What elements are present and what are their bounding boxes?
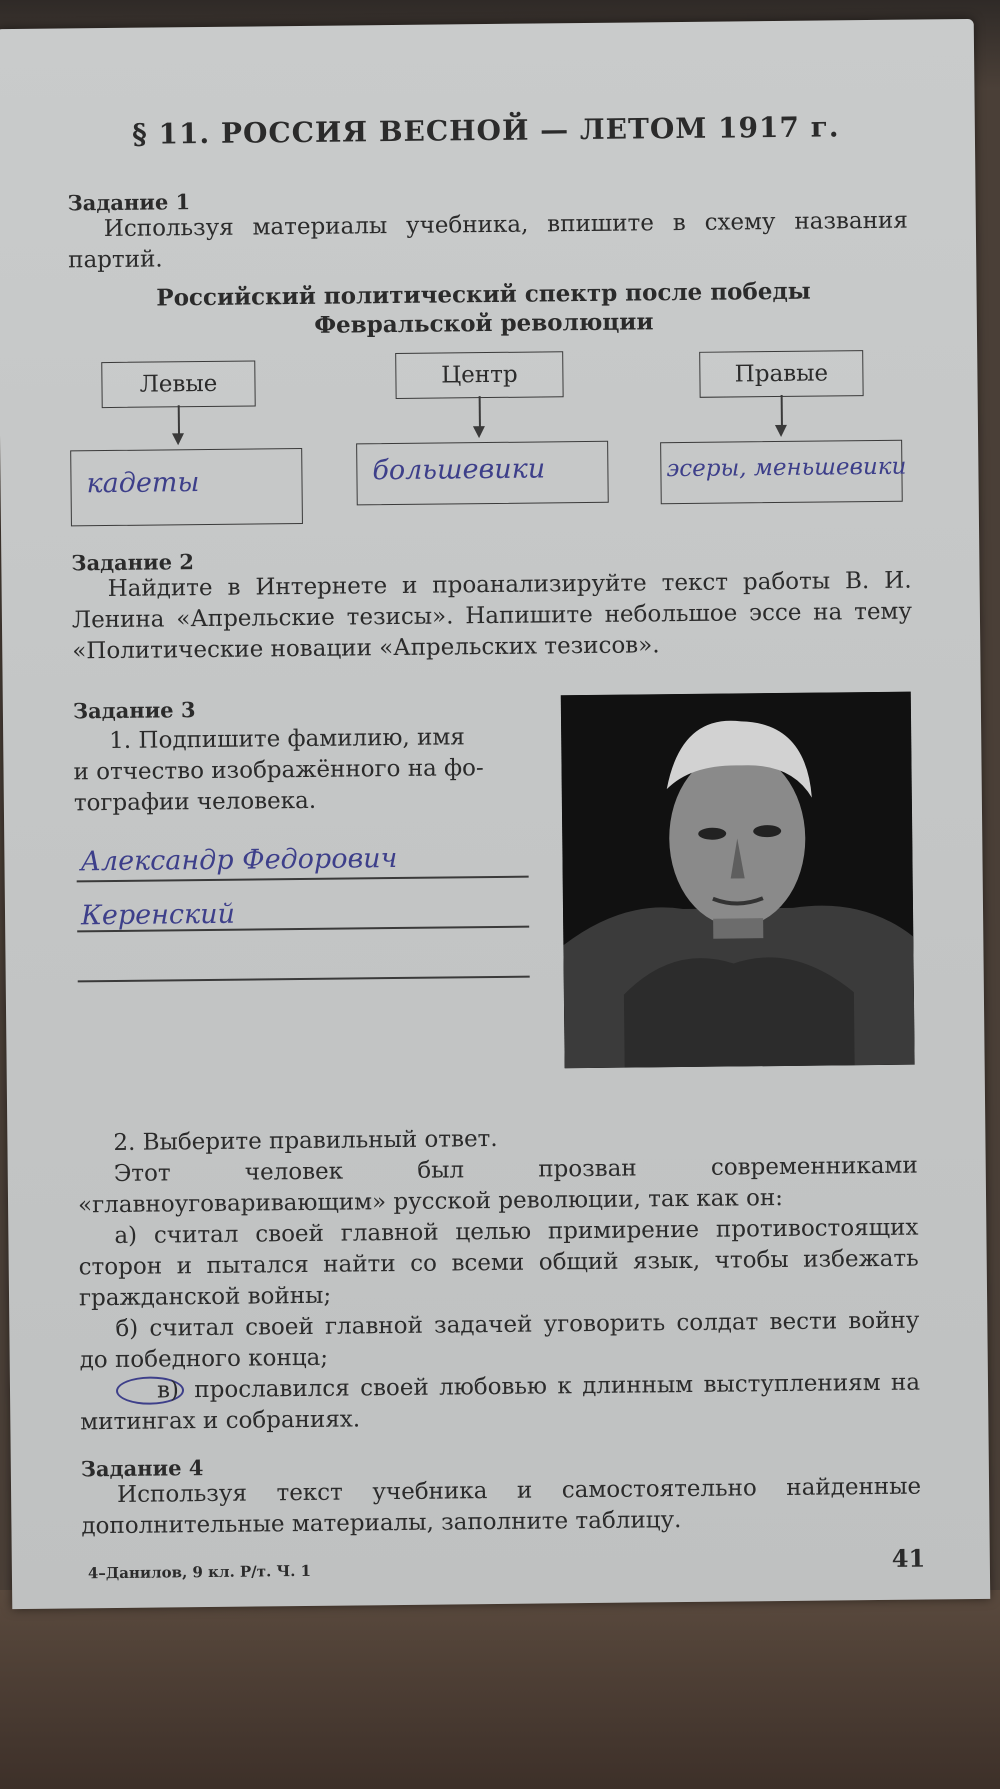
handwritten-right-answer: эсеры, меньшевики [666, 453, 907, 483]
task2-heading: Задание 2 [71, 549, 195, 576]
footer-book-info: 4–Данилов, 9 кл. Р/т. Ч. 1 [87, 1561, 312, 1583]
handwritten-name-line1: Александр Федорович [80, 843, 398, 878]
scheme-label-center [395, 351, 563, 399]
task3-q2-text: Этот человек был прозван современниками «главноуговаривающим» русской революции, так как он: [77, 1152, 918, 1219]
task3-q2-title: 2. Выберите правильный ответ. [113, 1125, 498, 1156]
task3-heading: Задание 3 [72, 697, 196, 724]
page-number: 41 [891, 1543, 926, 1573]
handwritten-left-answer: кадеты [86, 467, 200, 500]
scheme-label-left [101, 360, 255, 408]
portrait-photo [561, 692, 915, 1069]
task1-heading: Задание 1 [67, 189, 191, 216]
portrait-illustration [561, 692, 915, 1069]
desk-background-bottom [0, 1590, 1000, 1789]
task2-text: Найдите в Интернете и проанализируйте текст работы В. И. Ленина «Апрельские тезисы». Напишите небольшое эссе на тему «Политические новации «Апрельских тезисов». [71, 567, 913, 665]
task3-option-c-text: прославился своей любовью к длинным выступлениям на митингах и собраниях. [80, 1369, 921, 1436]
scheme-label-center-text: Центр [441, 361, 518, 389]
page-title: § 11. РОССИЯ ВЕСНОЙ — ЛЕТОМ 1917 г. [131, 110, 840, 151]
task1-text: Используя материалы учебника, впишите в схему названия партий. [68, 207, 908, 274]
task3-q1-line3: тографии человека. [73, 787, 317, 817]
arrow-head-center [473, 426, 485, 438]
task3-q1-line1: 1. Подпишите фамилию, имя [109, 724, 465, 755]
task3-option-b: б) считал своей главной задачей уговорить солдат вести войну до победного конца; [79, 1307, 920, 1374]
scheme-label-left-text: Левые [139, 370, 218, 398]
handwritten-center-answer: большевики [372, 453, 546, 487]
scheme-title-line2: Февральской революции [314, 308, 654, 339]
scheme-title-line1: Российский политический спектр после победы [156, 277, 811, 312]
handwritten-name-line2: Керенский [80, 898, 236, 932]
arrow-head-right [775, 425, 787, 437]
scheme-label-right [699, 350, 863, 398]
scheme-label-right-text: Правые [734, 360, 829, 388]
task3-option-c [80, 1368, 921, 1439]
task3-q1-line2: и отчество изображённого на фо- [73, 755, 484, 786]
arrow-line-left [178, 405, 180, 435]
workbook-page [0, 19, 990, 1609]
task4-heading: Задание 4 [80, 1455, 204, 1482]
arrow-line-center [479, 396, 481, 428]
circled-answer-mark: в) [116, 1376, 184, 1405]
arrow-head-left [172, 433, 184, 445]
task4-text: Используя текст учебника и самостоятельно найденные дополнительные материалы, заполните таблицу. [81, 1473, 922, 1540]
task3-option-a: а) считал своей главной целью примирение противостоящих сторон и пытался найти со всеми общий язык, чтобы избежать гражданской войны; [78, 1214, 919, 1312]
arrow-line-right [781, 395, 783, 427]
answer-rule-3 [78, 976, 530, 982]
